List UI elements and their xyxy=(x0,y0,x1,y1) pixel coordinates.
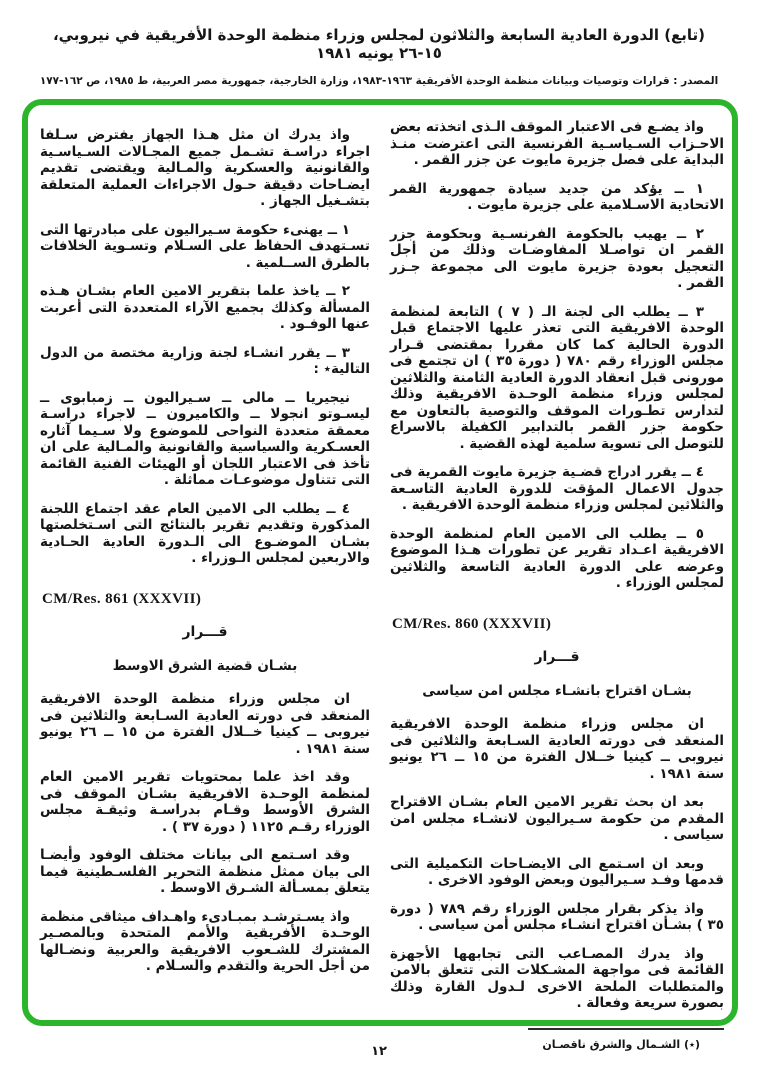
res860-paragraph-5: واذ يدرك المصـاعب التى تجابهها الأجهزة القائمة فى مواجهة المشـكلات التى تتعلق بالامن والمتطلبات الملحة الاخرى لـدول القارة وذلك بصورة سريعة وفعالة . xyxy=(390,945,724,1011)
res861-paragraph-4: واذ يسـترشـد بمبـادىء واهـداف ميثاقى منظمة الوحـدة الأفريقية والأمم المتحدة وبالمصـير المشترك للشـعوب الافريقية والعربية ونضـالها من أجل الحرية والتقدم والسـلام . xyxy=(40,908,370,974)
page-number: ١٢ xyxy=(371,1044,387,1059)
res860-paragraph-4: واذ يذكر بقرار مجلس الوزراء رقم ٧٨٩ ( دورة ٣٥ ) بشـأن اقتراح انشـاء مجلس أمن سياسى . xyxy=(390,900,724,933)
res861-paragraph-1: ان مجلس وزراء منظمة الوحدة الافريقية المنعقد فى دورته العادية السـابعة والثلاثين فى نيروبى ــ كينيا خــلال الفترة من ١٥ ــ ٢٦ يونيو سنة ١٩٨١ . xyxy=(40,691,370,757)
resolution-code-861: CM/Res. 861 (XXXVII) xyxy=(42,590,202,607)
resolution-item-4: ٤ ــ يطلب الى الامين العام عقد اجتماع اللجنة المذكورة وتقديم تقرير بالنتائج التى اسـتخلصتها بشـان الموضـوع الى الـدورة العادية الحـادية والاربعين لمجلس الـوزراء . xyxy=(40,500,370,566)
resolution-subject-861: بشـان قضية الشرق الاوسط xyxy=(112,657,298,674)
resolution-item-3: ٣ ــ يطلب الى لجنة الـ ( ٧ ) التابعة لمنظمة الوحدة الافريقية التى تعذر عليها الاجتماع قبل الدورة الحالية كما كان مقررا بمقتضى قـرار مجلس الوزراء رقم ٧٨٠ ( دورة ٣٥ ) ان تجتمع فى مورونى قبل انعقاد الدورة العادية الثامنة والثلاثين لمجلس وزراء منظمة الوحـدة الافريقية وذلك لتدارس تطـورات الموقف والتوصية بالتعاون مع حكومة جزر القمر بالتدابير الكفيلة بالاسراع للتوصل الى تسوية سلمية لهذه القضية . xyxy=(390,303,724,452)
committee-countries-list: نيجيريا ــ مالى ــ سـيراليون ــ زمبابوى ــ ليسـوتو انجولا ــ والكاميرون ــ لاجراء دراسـة معمقة متعددة النواحى للموضوع ولا سـيما آثاره العسـكرية والسياسية والقانونية والمـالية على ان تأخذ فى الاعتبار اللجان أو الهيئات الفنية القائمة التى تتناول موضوعـات مماثلة . xyxy=(40,389,370,488)
left-column xyxy=(40,127,370,987)
resolution-heading-860: قـــرار xyxy=(534,649,580,665)
content-border-box xyxy=(22,99,738,1051)
session-title: (تابع) الدورة العادية السابعة والثلاثون لمجلس وزراء منظمة الوحدة الأفريقية في نيروبي، ١٥-٢٦ يونيه ١٩٨١ xyxy=(52,26,706,62)
resolution-item-5: ٥ ــ يطلب الى الامين العام لمنظمة الوحدة الافريقية اعـداد تقرير عن تطورات هـذا الموضوع وعرضه على الدورة العادية التاسعة والثلاثين لمجلس الوزراء . xyxy=(390,525,724,591)
page-header xyxy=(0,26,758,87)
resolution-heading-861: قـــرار xyxy=(182,624,228,640)
footnote-divider xyxy=(528,1028,724,1030)
resolution-item-3: ٣ ــ يقرر انشـاء لجنة وزارية مختصة من الدول التالية٭ : xyxy=(40,344,370,377)
preamble-paragraph: واذ يضـع فى الاعتبار الموقف الـذى اتخذته بعض الاحـزاب السـياسـية الفرنسية التى اعترضت منـذ البداية على فصل جزيرة مايوت عن جزر القمر . xyxy=(390,119,724,168)
right-column xyxy=(390,119,724,1053)
preamble-paragraph: واذ يدرك ان مثل هـذا الجهاز يفترض سـلفا اجراء دراسـة تشـمل جميع المجـالات السـياسـية والقانونية والعسكرية والمـالية ويقتضى تقديم ايضـاحات دقيقة حـول الاجراءات العملية المتعلقة بتشـغيل الجهاز . xyxy=(40,127,370,209)
res860-paragraph-1: ان مجلس وزراء منظمة الوحدة الافريقية المنعقد فى دورته العادية السـابعة والثلاثين فى نيروبى ــ كينيا خــلال الفترة من ١٥ ــ ٢٦ يونيو سنة ١٩٨١ . xyxy=(390,716,724,782)
resolution-code-860: CM/Res. 860 (XXXVII) xyxy=(392,615,552,632)
res860-paragraph-3: وبعد ان اسـتمع الى الايضـاحات التكميلية التى قدمها وفـد سـيراليون وبعض الوفود الاخرى . xyxy=(390,855,724,888)
footnote-text: (٭) الشـمال والشرق ناقصـان xyxy=(542,1037,700,1051)
resolution-item-2: ٢ ــ يهيب بالحكومة الفرنسـية وبحكومة جزر القمر ان تواصـلا المفاوضـات وذلك من أجل التعجيل بعودة جزيرة مايوت الى مجموعة جـزر القمر . xyxy=(390,225,724,291)
res861-paragraph-3: وقد اسـتمع الى بيانات مختلف الوفود وأيضـا الى بيان ممثل منظمة التحرير الفلسـطينية فيما يتعلق بمسـألة الشـرق الاوسط . xyxy=(40,847,370,896)
resolution-item-2: ٢ ــ ياخذ علما بتقرير الامين العام بشـان هـذه المسألة وكذلك بجميع الآراء المتعددة التى أعربت عنها الوفـود . xyxy=(40,283,370,332)
resolution-subject-860: بشـان اقتراح بانشـاء مجلس امن سياسى xyxy=(422,682,692,699)
resolution-item-1: ١ ــ يؤكد من جديد سيادة جمهورية القمر الاتحادية الاسـلامية على جزيرة مايوت . xyxy=(390,180,724,213)
resolution-item-1: ١ ــ يهنىء حكومة سـيراليون على مبادرتها التى تسـتهدف الحفاظ على السـلام وتسـوية الخلافات بالطرق الســلمية . xyxy=(40,221,370,271)
res860-paragraph-2: بعد ان بحث تقرير الامين العام بشـان الاقتراح المقدم من حكومة سـيراليون لانشـاء مجلس امن سياسى . xyxy=(390,794,724,843)
source-citation: المصدر : قرارات وتوصيات وبيانات منظمة الوحدة الأفريقية ١٩٦٣-١٩٨٣، وزارة الخارجية، جمهورية مصر العربية، ط ١٩٨٥، ص ١٦٢-١٧٧ xyxy=(39,75,719,87)
resolution-item-4: ٤ ــ يقرر ادراج قضـية جزيرة مايوت القمرية فى جدول الاعمال المؤقت للدورة العادية التاسـعة والثلاثين لمجلس وزراء منظمة الوحدة الافريقية . xyxy=(390,464,724,513)
res861-paragraph-2: وقد اخذ علما بمحتويات تقرير الامين العام لمنظمة الوحـدة الافريقية بشـان الموقف فى الشرق الأوسط وقـام بدراسـة وثيقـة مجلس الوزراء رقـم ١١٢٥ ( دورة ٣٧ ) . xyxy=(40,769,370,835)
